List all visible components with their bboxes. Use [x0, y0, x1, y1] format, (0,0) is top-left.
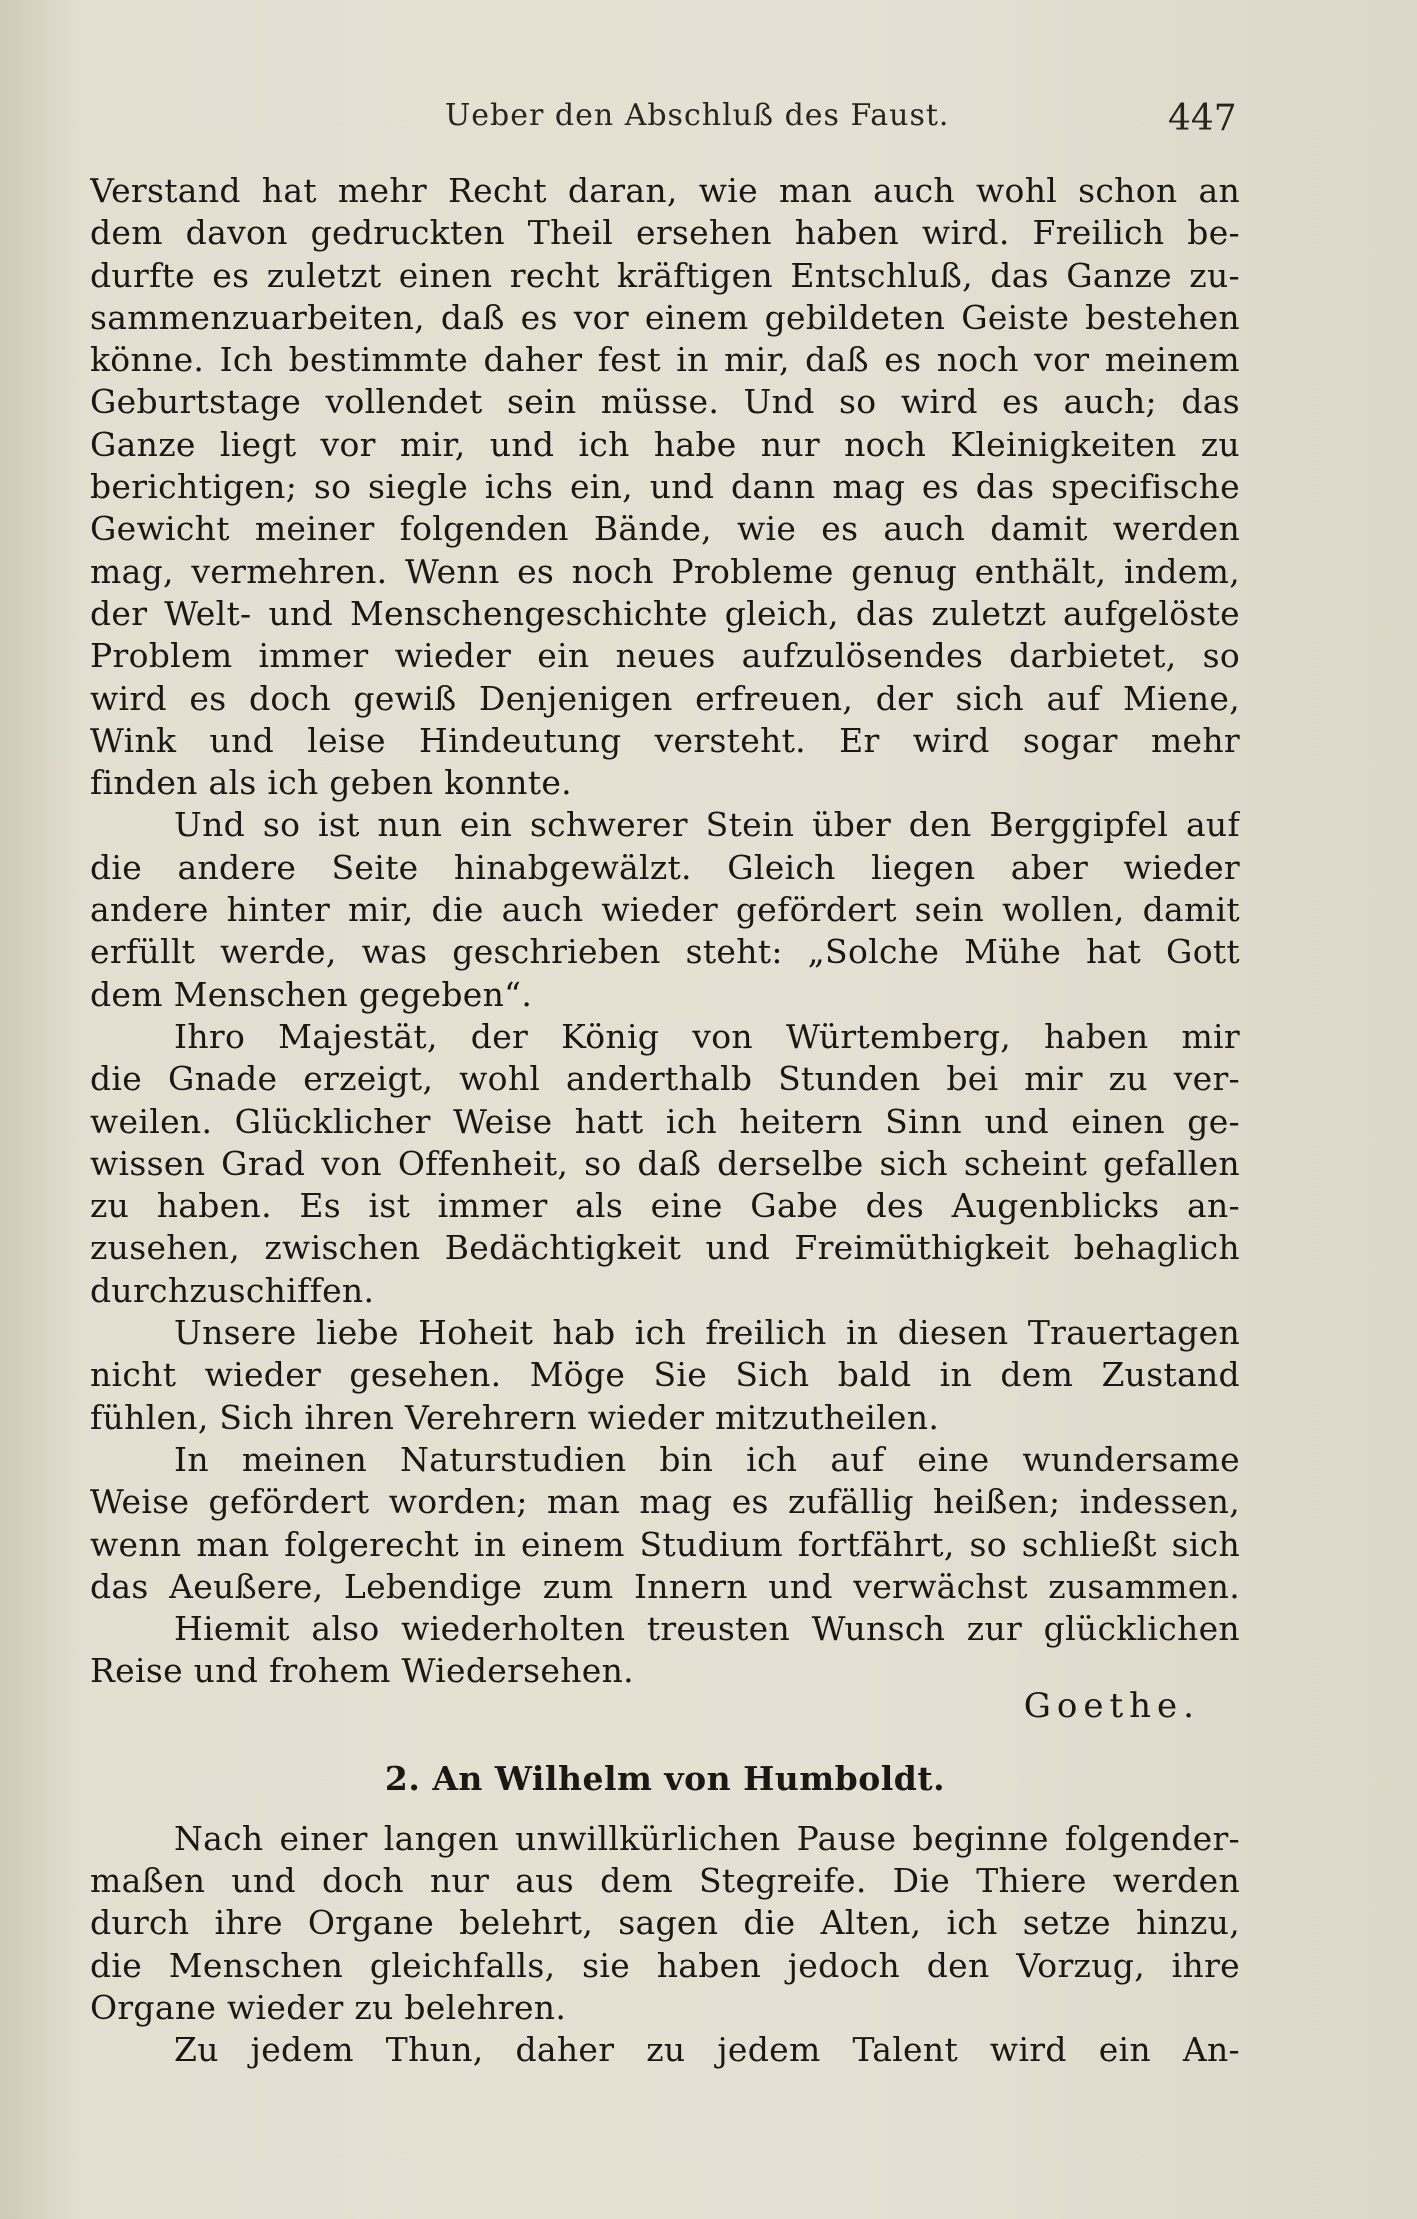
text-line: sammenzuarbeiten, daß es vor einem gebildeten Geiste bestehen	[90, 297, 1240, 337]
text-line: Und so ist nun ein schwerer Stein über den Berggipfel auf	[174, 805, 1240, 845]
text-line: weilen. Glücklicher Weise hatt ich heitern Sinn und einen ge-	[90, 1101, 1240, 1141]
text-line: Geburtstage vollendet sein müsse. Und so wird es auch; das	[90, 382, 1240, 422]
text-line: Ganze liegt vor mir, und ich habe nur noch Kleinigkeiten zu	[90, 424, 1240, 464]
text-line: Hiemit also wiederholten treusten Wunsch zur glücklichen	[174, 1609, 1240, 1649]
text-line: könne. Ich bestimmte daher fest in mir, daß es noch vor meinem	[90, 340, 1240, 380]
text-line: das Aeußere, Lebendige zum Innern und verwächst zusammen.	[90, 1566, 1240, 1606]
text-line: finden als ich geben konnte.	[90, 763, 572, 803]
text-line: die Gnade erzeigt, wohl anderthalb Stunden bei mir zu ver-	[90, 1059, 1240, 1099]
text-line: fühlen, Sich ihren Verehrern wieder mitzutheilen.	[90, 1397, 940, 1437]
text-line: Problem immer wieder ein neues aufzulösendes darbietet, so	[90, 636, 1240, 676]
text-line: Reise und frohem Wiedersehen.	[90, 1651, 634, 1691]
body-text	[90, 170, 1240, 2071]
text-line: Verstand hat mehr Recht daran, wie man auch wohl schon an	[90, 171, 1240, 210]
text-line: erfüllt werde, was geschrieben steht: „Solche Mühe hat Gott	[90, 932, 1240, 972]
text-line: wissen Grad von Offenheit, so daß derselbe sich scheint gefallen	[90, 1143, 1240, 1183]
text-line: wird es doch gewiß Denjenigen erfreuen, der sich auf Miene,	[90, 678, 1240, 718]
text-line: In meinen Naturstudien bin ich auf eine wundersame	[174, 1439, 1240, 1479]
text-line: Weise gefördert worden; man mag es zufällig heißen; indessen,	[90, 1482, 1240, 1522]
text-line: zusehen, zwischen Bedächtigkeit und Freimüthigkeit behaglich	[90, 1228, 1240, 1268]
text-line: dem Menschen gegeben“.	[90, 974, 533, 1014]
text-line: andere hinter mir, die auch wieder gefördert sein wollen, damit	[90, 890, 1240, 930]
text-line: wenn man folgerecht in einem Studium fortfährt, so schließt sich	[90, 1524, 1240, 1564]
text-line: dem davon gedruckten Theil ersehen haben wird. Freilich be-	[90, 213, 1240, 253]
section-heading: 2. An Wilhelm von Humboldt.	[384, 1758, 946, 1798]
text-line: die andere Seite hinabgewälzt. Gleich liegen aber wieder	[90, 847, 1240, 887]
text-line: zu haben. Es ist immer als eine Gabe des Augenblicks an-	[90, 1186, 1240, 1226]
text-line: Ihro Majestät, der König von Würtemberg, haben mir	[174, 1016, 1240, 1056]
text-line: nicht wieder gesehen. Möge Sie Sich bald in dem Zustand	[90, 1355, 1240, 1395]
text-line: durch ihre Organe belehrt, sagen die Alten, ich setze hinzu,	[90, 1903, 1240, 1943]
signature: Goethe.	[1023, 1685, 1200, 1726]
text-line: durfte es zuletzt einen recht kräftigen Entschluß, das Ganze zu-	[90, 255, 1240, 295]
text-line: mag, vermehren. Wenn es noch Probleme genug enthält, indem,	[90, 551, 1240, 591]
running-title: Ueber den Abschluß des Faust.	[445, 98, 950, 133]
text-line: berichtigen; so siegle ichs ein, und dann mag es das specifische	[90, 467, 1240, 507]
text-line: Unsere liebe Hoheit hab ich freilich in diesen Trauertagen	[174, 1313, 1240, 1353]
text-line: die Menschen gleichfalls, sie haben jedoch den Vorzug, ihre	[90, 1945, 1240, 1985]
text-line: Zu jedem Thun, daher zu jedem Talent wird ein An-	[174, 2030, 1240, 2070]
text-line: Organe wieder zu belehren.	[90, 1987, 567, 2027]
text-line: der Welt- und Menschengeschichte gleich, das zuletzt aufgelöste	[90, 593, 1240, 633]
text-line: durchzuschiffen.	[90, 1270, 375, 1310]
text-line: Nach einer langen unwillkürlichen Pause beginne folgender-	[174, 1818, 1240, 1858]
text-line: Wink und leise Hindeutung versteht. Er wird sogar mehr	[90, 720, 1240, 760]
page-number: 447	[1168, 98, 1237, 139]
text-line: Gewicht meiner folgenden Bände, wie es auch damit werden	[90, 509, 1240, 549]
text-line: maßen und doch nur aus dem Stegreife. Die Thiere werden	[90, 1860, 1240, 1900]
